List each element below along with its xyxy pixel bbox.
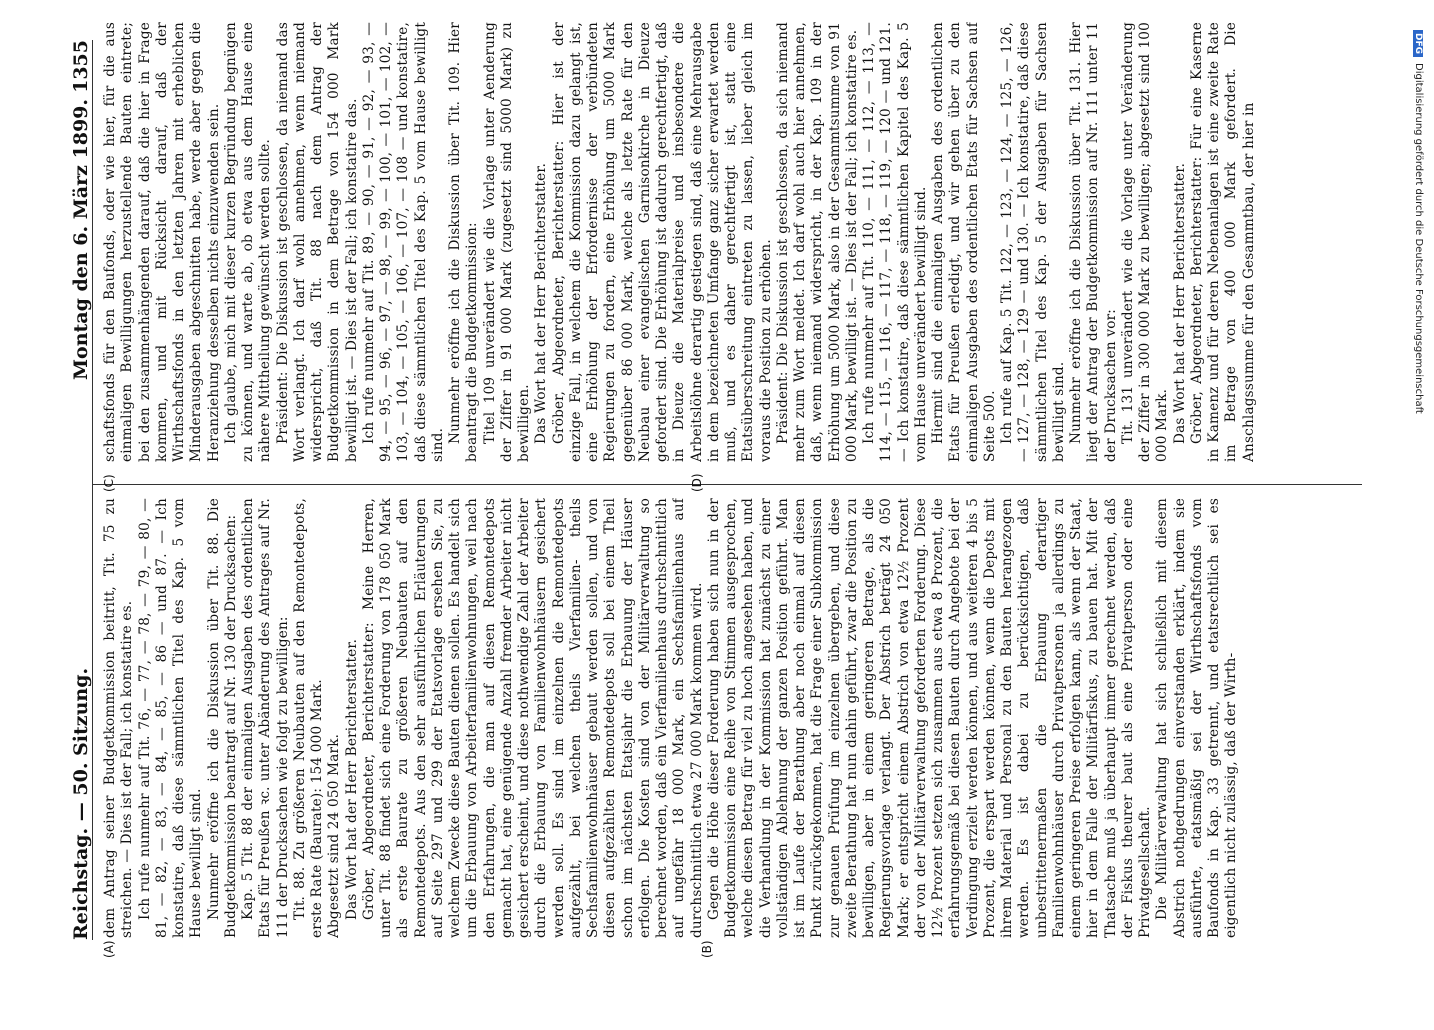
paragraph: Hiermit sind die einmaligen Ausgaben des ordentlichen Etats für Preußen erledigt, und wir gehen über zu den einmaligen Ausgaben des ordentlichen Etats für Sachsen auf Seite 500.	[930, 22, 998, 462]
paragraph: Nunmehr eröffne ich die Diskussion über Tit. 131. Hier liegt der Antrag der Budgetkommission auf Nr. 111 unter 11 der Drucksachen vor:	[1068, 22, 1119, 462]
margin-marker-a: (A)	[102, 940, 116, 958]
paragraph: dem Antrag seiner Budgetkommission beitritt, Tit. 75 zu streichen. — Dies ist der Fall; ich konstatire es.	[102, 498, 136, 938]
paragraph: Ich rufe nunmehr auf Tit. 89, — 90, — 91, — 92, — 93, — 94, — 95, — 96, — 97, — 98, — 99, — 100, — 101, — 102, — 103, — 104, — 105, — 106, — 107, — 108 — und konstatire, daß diese sämmtlichen Titel des Kap. 5 vom Hause bewilligt sind.	[360, 22, 446, 462]
paragraph: Tit. 131 unverändert wie die Vorlage unter Veränderung der Ziffer in 300 000 Mark zu bewilligen; abgesetzt sind 100 000 Mark.	[1119, 22, 1171, 462]
speech-paragraph: Gröber, Abgeordneter, Berichterstatter: Für eine Kaserne in Kamenz und für deren Nebenanlagen ist eine zweite Rate im Betrage von 400 000 Mark gefordert. Die Anschlagssumme für den Gesammtbau, der hier in	[1188, 22, 1257, 462]
paragraph: Titel 109 unverändert wie die Vorlage unter Aenderung der Ziffer in 91 000 Mark (zugesetzt sind 5000 Mark) zu bewilligen.	[481, 22, 532, 462]
paragraph: Abgesetzt sind 24 050 Mark.	[326, 733, 343, 938]
credit-text: Digitalisierung gefördert durch die Deutsche Forschungsgemeinschaft	[1413, 63, 1424, 414]
paragraph: Nunmehr eröffne ich die Diskussion über Tit. 88. Die Budgetkommission beantragt auf Nr. 130 der Drucksachen:	[205, 498, 239, 938]
paragraph: Nunmehr eröffne ich die Diskussion über Tit. 109. Hier beantragt die Budgetkommission:	[447, 22, 481, 462]
speech-paragraph: Gröber, Abgeordneter, Berichterstatter: Meine Herren, unter Tit. 88 findet sich eine Forderung von 178 050 Mark als erste Baurate zu größeren Neubauten auf den Remontedepots. Aus den sehr ausführlichen Erläuterungen auf Seite 297 und 299 der Etatsvorlage ersehen Sie, zu welchem Zwecke diese Bauten dienen sollen. Es handelt sich um die Erbauung von Arbeiterfamilienwohnungen, weil nach den Erfahrungen, die man auf diesen Remontedepots gemacht hat, eine genügende Anzahl fremder Arbeiter nicht gesichert erscheint, und diese nothwendige Zahl der Arbeiter durch die Erbauung von Familienwohnhäusern gesichert werden soll. Es sind im einzelnen die Remontedepots aufgezählt, bei welchen theils Vierfamilien- theils Sechsfamilienwohnhäuser gebaut werden sollen, und von diesen aufgezählten Remontedepots soll bei einem Theil schon im nächsten Etatsjahr die Erbauung der Häuser erfolgen. Die Kosten sind von der Militärverwaltung so berechnet worden, daß ein Vierfamilienhaus durchschnittlich auf ungefähr 18 000 Mark, ein Sechsfamilienhaus auf durchschnittlich etwa 27 000 Mark kommen wird.	[360, 498, 705, 938]
president-paragraph: Präsident: Die Diskussion ist geschlossen, da sich niemand mehr zum Wort meldet. Ich darf wohl auch hier annehmen, daß, wenn niemand widerspricht, in der Kap. 109 in der Erhöhung um 5000 Mark, also in der Gesammtsumme von 91 000 Mark, bewilligt ist. — Dies ist der Fall; ich konstatire es.	[774, 22, 860, 462]
president-paragraph: Präsident: Die Diskussion ist geschlossen, da niemand das Wort verlangt. Ich darf wohl annehmen, wenn niemand widerspricht, daß Tit. 88 nach dem Antrag der Budgetkommission in dem Betrage von 154 000 Mark bewilligt ist. — Dies ist der Fall; ich konstatire das.	[274, 22, 360, 462]
page-header	[70, 40, 92, 970]
paragraph: Ich rufe auf Kap. 5 Tit. 122, — 123, — 124, — 125, — 126, — 127, — 128, — 129 — und 130. — Ich konstatire, daß diese sämmtlichen Titel des Kap. 5 der Ausgaben für Sachsen bewilligt sind.	[999, 22, 1067, 462]
page-number: 1355	[70, 40, 92, 93]
paragraph: Ich rufe nunmehr auf Tit. 76, — 77, — 78, — 79, — 80, — 81, — 82, — 83, — 84, — 85, — 86 — und 87. — Ich konstatire, daß diese sämmtlichen Titel des Kap. 5 vom Hause bewilligt sind.	[136, 498, 205, 938]
digitization-credit	[1410, 30, 1424, 1030]
date-title: Montag den 6. März 1899.	[70, 98, 92, 380]
paragraph: Das Wort hat der Herr Berichterstatter.	[533, 162, 550, 444]
right-column	[102, 22, 1357, 462]
header-rule	[92, 40, 93, 940]
column-divider	[92, 484, 1362, 485]
paragraph: Kap. 5 Tit. 88 der einmaligen Ausgaben des ordentlichen Etats für Preußen ꝛc. unter Abänderung des Antrages auf Nr. 111 der Drucksachen wie folgt zu bewilligen:	[240, 498, 291, 938]
paragraph: Ich rufe nunmehr auf Tit. 110, — 111, — 112, — 113, — 114, — 115, — 116, — 117, — 118, — 119, — 120 — und 121. — Ich konstatire, daß diese sämmtlichen Kapitel des Kap. 5 vom Hause unverändert bewilligt sind.	[861, 22, 929, 462]
left-running-title: Reichstag. — 50. Sitzung.	[70, 667, 92, 940]
dfg-logo: DFG	[1413, 30, 1423, 57]
paragraph: Tit. 88. Zu größeren Neubauten auf den Remontedepots, erste Rate (Baurate): 154 000 Mark.	[291, 498, 325, 938]
paragraph: Das Wort hat der Herr Berichterstatter.	[1171, 162, 1188, 444]
paragraph: Das Wort hat der Herr Berichterstatter.	[343, 638, 360, 920]
paragraph: schaftsfonds für den Baufonds, oder wie hier, für die aus einmaligen Bewilligungen herzustellende Bauten eintrete; bei den zusammenhängenden darauf, daß die hier in Frage kommen, und mit Rücksicht darauf, daß der Wirthschaftsfonds in den letzten Jahren mit erheblichen Minderausgaben abgeschnitten habe, werde aber gegen die Heranziehung desselben nichts einzuwenden sein.	[102, 22, 222, 462]
left-column	[102, 498, 1357, 938]
paragraph: Ich glaube, mich mit dieser kurzen Begründung begnügen zu können, und warte ab, ob etwa aus dem Hause eine nähere Mittheilung gewünscht werden sollte.	[222, 22, 274, 462]
speech-paragraph: Gröber, Abgeordneter, Berichterstatter: Hier ist der einzige Fall, in welchem die Kommission dazu gelangt ist, eine Erhöhung der Erfordernisse der verbündeten Regierungen zu fordern, eine Erhöhung um 5000 Mark gegenüber 86 000 Mark, welche als letzte Rate für den Neubau einer evangelischen Garnisonkirche in Dieuze gefordert sind. Die Erhöhung ist dadurch gerechtfertigt, daß in Dieuze die Materialpreise und insbesondere die Arbeitslöhne derartig gestiegen sind, daß eine Mehrausgabe in dem bezeichneten Umfange ganz sicher erwartet werden muß, und es daher gerechtfertigt ist, statt eine Etatsüberschreitung eintreten zu lassen, lieber gleich im voraus die Position zu erhöhen.	[550, 22, 774, 462]
margin-marker-c: (C)	[102, 474, 116, 492]
paragraph: Gegen die Höhe dieser Forderung haben sich nun in der Budgetkommission eine Reihe von Stimmen ausgesprochen, welche diesen Betrag für viel zu hoch angesehen haben, und die Verhandlung in der Kommission hat zunächst zu einer vollständigen Ablehnung der ganzen Position geführt. Man ist im Laufe der Berathung aber noch einmal auf diesen Punkt zurückgekommen, hat die Frage einer Subkommission zur genauen Prüfung im einzelnen übergeben, und diese zweite Berathung hat nun dahin geführt, zwar die Position zu bewilligen, aber in einem geringeren Betrage, als die Regierungsvorlage verlangt. Der Abstrich beträgt 24 050 Mark; er entspricht einem Abstrich von etwa 12½ Prozent der von der Militärverwaltung geforderten Forderung. Diese 12½ Prozent setzen sich zusammen aus etwa 8 Prozent, die erfahrungsgemäß bei diesen Bauten durch Angebote bei der Verdingung erzielt werden können, und aus weiteren 4 bis 5 Prozent, die erspart werden können, wenn die Depots mit ihrem Material und Personal zu den Bauten herangezogen werden. Es ist dabei zu berücksichtigen, daß unbestrittenermaßen die Erbauung derartiger Familienwohnhäuser durch Privatpersonen ja allerdings zu einem geringeren Preise erfolgen kann, als wenn der Staat, hier in dem Falle der Militärfiskus, zu bauen hat. Mit der Thatsache muß ja überhaupt immer gerechnet werden, daß der Fiskus theurer baut als eine Privatperson oder eine Privatgesellschaft.	[705, 498, 1153, 938]
margin-marker-b: (B)	[700, 940, 714, 958]
margin-marker-d: (D)	[690, 473, 704, 492]
paragraph: Die Militärverwaltung hat sich schließlich mit diesem Abstrich nothgedrungen einverstanden erklärt, indem sie ausführte, etatsmäßig sei der Wirthschaftsfonds vom Baufonds in Kap. 33 getrennt, und etatsrechtlich sei es eigentlich nicht zulässig, daß der Wirth-	[1154, 498, 1240, 938]
